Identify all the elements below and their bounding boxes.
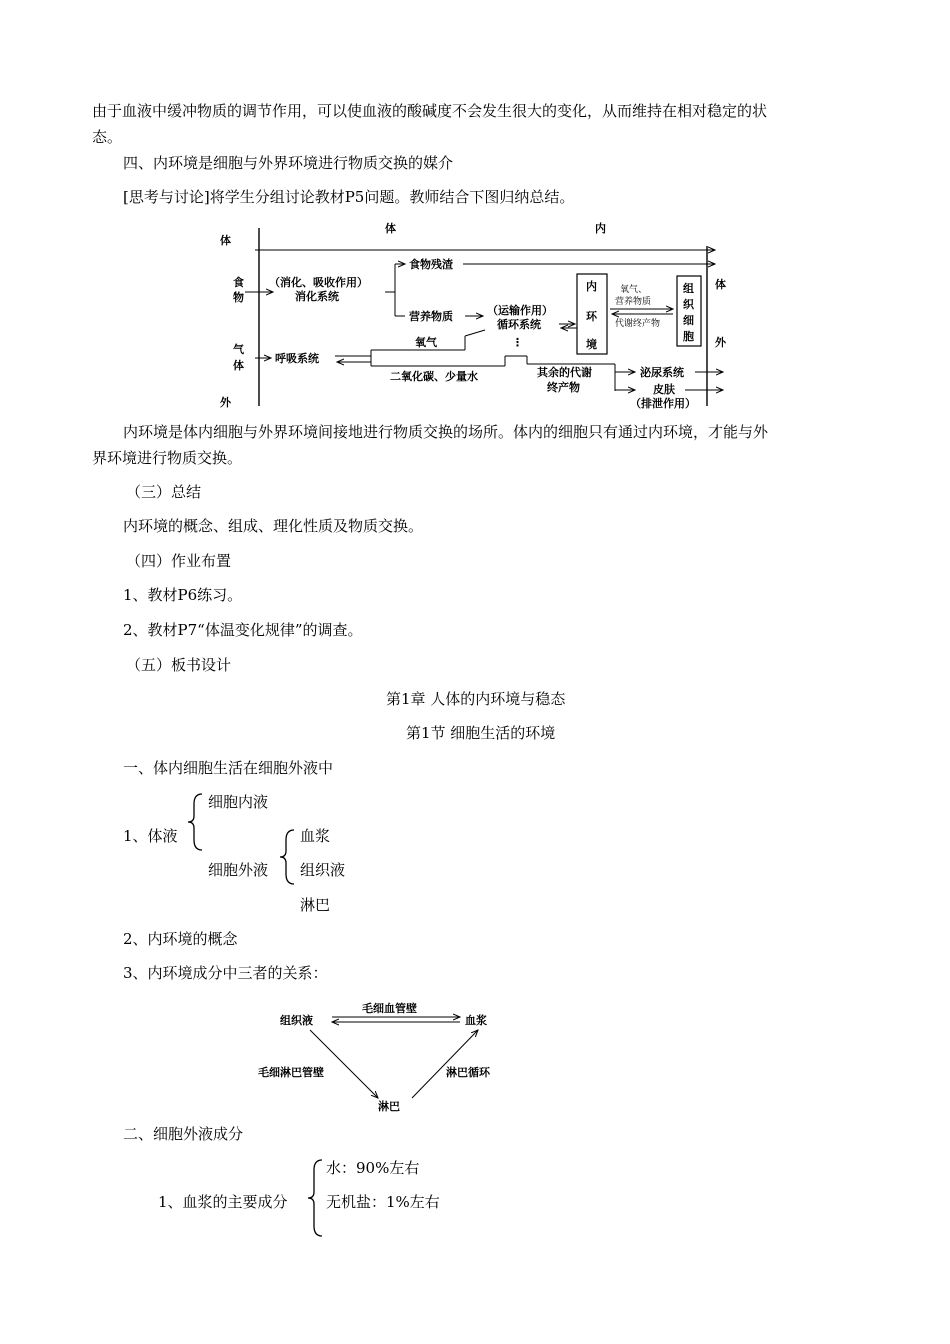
out-wai: 外 [715, 336, 726, 349]
resp-sys: 呼吸系统 [275, 352, 319, 365]
food-residue: 食物残渣 [409, 258, 453, 271]
section4-title: 四、内环境是细胞与外界环境进行物质交换的媒介 [123, 154, 454, 172]
label-ti: 体 [220, 234, 231, 247]
label-shi: 食 [233, 276, 244, 289]
label-ti2: 体 [233, 359, 244, 372]
other-metab-2: 终产物 [547, 381, 580, 394]
board-item-1: 一、体内细胞生活在细胞外液中 [123, 759, 334, 777]
tissue-3: 细 [683, 314, 694, 327]
nutrients: 营养物质 [409, 310, 453, 323]
inner-env-3: 境 [586, 338, 597, 351]
para2-line1: 内环境是体内细胞与外界环境间接地进行物质交换的场所。体内的细胞只有通过内环境，才能与外 [123, 423, 769, 441]
inner-env-1: 内 [586, 280, 597, 293]
summary-title: （三）总结 [126, 483, 202, 501]
discussion-text: [思考与讨论]将学生分组讨论教材P5问题。教师结合下图归纳总结。 [123, 188, 575, 206]
capillary-wall: 毛细血管壁 [362, 1002, 417, 1015]
tissue-1: 组 [683, 282, 694, 295]
other-metab-1: 其余的代谢 [537, 366, 592, 379]
section-title: 第1节 细胞生活的环境 [406, 724, 556, 742]
label-nei: 内 [595, 222, 606, 235]
lymph-capillary: 毛细淋巴管壁 [258, 1066, 324, 1079]
label-wai: 外 [220, 396, 231, 409]
para1-line2: 态。 [92, 128, 123, 146]
chapter-title: 第1章 人体的内环境与稳态 [386, 690, 566, 708]
board-item-4: 二、细胞外液成分 [123, 1125, 244, 1143]
tissue-2: 织 [683, 298, 694, 311]
material-exchange-diagram [215, 216, 745, 416]
plasma-main: 1、血浆的主要成分 [158, 1193, 288, 1211]
out-ti: 体 [715, 278, 726, 291]
oxygen: 氧气 [415, 336, 437, 349]
nutr-small: 营养物质 [615, 297, 652, 307]
label-qi: 气 [233, 343, 244, 356]
brace-1 [186, 790, 206, 854]
homework-title: （四）作业布置 [126, 552, 232, 570]
node-tissue-fluid: 组织液 [280, 1014, 313, 1027]
homework-1: 1、教材P6练习。 [123, 586, 243, 604]
oxy-small: 氧气、 [620, 285, 648, 295]
tissue-fluid: 组织液 [300, 861, 346, 879]
intracellular: 细胞内液 [208, 793, 269, 811]
brace-3 [306, 1156, 326, 1240]
urinary: 泌尿系统 [640, 366, 684, 379]
digest-sys: 消化系统 [295, 290, 339, 303]
para1-line1: 由于血液中缓冲物质的调节作用，可以使血液的酸碱度不会发生很大的变化，从而维持在相对稳定的状 [92, 102, 768, 120]
label-wu: 物 [233, 291, 244, 304]
skin: 皮肤 [653, 383, 675, 396]
extracellular: 细胞外液 [208, 861, 269, 879]
co2-water: 二氧化碳、少量水 [390, 370, 478, 383]
lymph-circ: 淋巴循环 [446, 1066, 490, 1079]
body-fluid-label: 1、体液 [123, 827, 178, 845]
metab-small: 代谢终产物 [615, 319, 661, 329]
label-nei-left: 体 [385, 222, 396, 235]
lymph: 淋巴 [300, 896, 331, 914]
homework-2: 2、教材P7“体温变化规律”的调查。 [123, 621, 363, 639]
plasma: 血浆 [300, 827, 331, 845]
node-lymph: 淋巴 [378, 1100, 400, 1113]
board-title: （五）板书设计 [126, 656, 232, 674]
excretion: （排泄作用） [630, 397, 696, 410]
node-plasma: 血浆 [465, 1014, 487, 1027]
summary-text: 内环境的概念、组成、理化性质及物质交换。 [123, 517, 424, 535]
dots: ⋮ [512, 336, 523, 349]
board-item-2: 2、内环境的概念 [123, 930, 238, 948]
board-item-3: 3、内环境成分中三者的关系： [123, 964, 328, 982]
brace-2 [278, 826, 298, 888]
para2-line2: 界环境进行物质交换。 [92, 449, 243, 467]
water: 水：90%左右 [326, 1159, 420, 1177]
tissue-4: 胞 [683, 330, 694, 343]
salt: 无机盐：1%左右 [326, 1193, 440, 1211]
digest-fn: （消化、吸收作用） [269, 276, 368, 289]
transport-fn: （运输作用） [487, 304, 553, 317]
inner-env-2: 环 [586, 310, 597, 323]
fluid-relation-diagram [250, 1000, 520, 1120]
circ-sys: 循环系统 [497, 318, 541, 331]
